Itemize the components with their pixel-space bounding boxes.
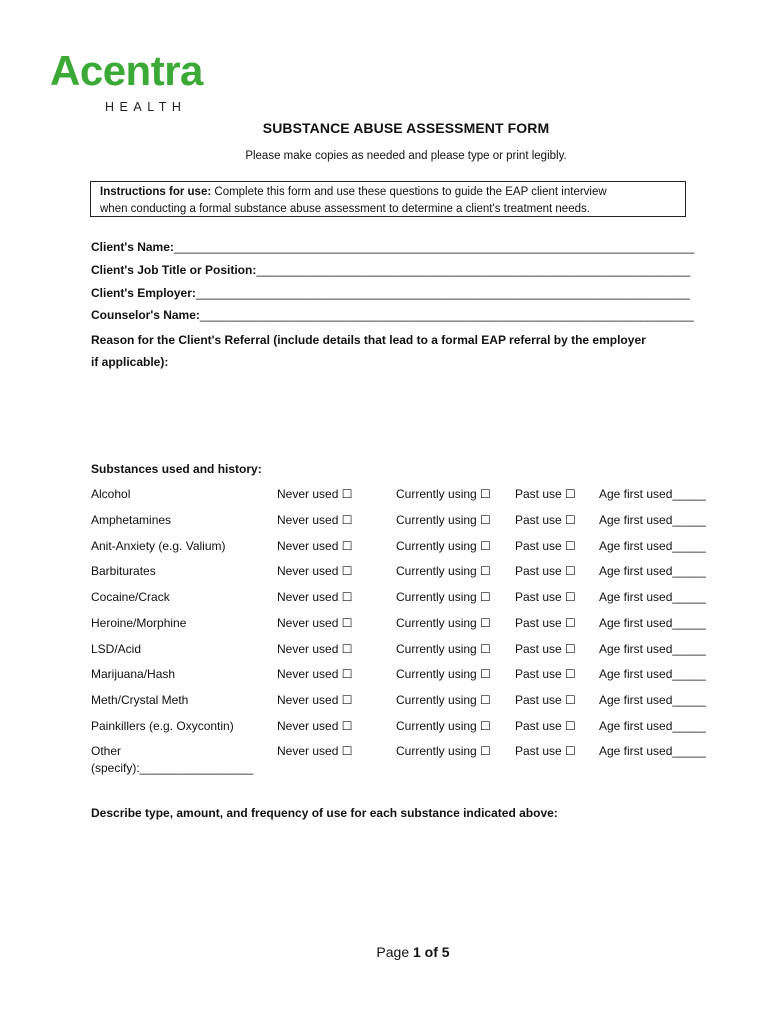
- other-age-first-used-field[interactable]: Age first used_____: [599, 744, 706, 758]
- counselor-field[interactable]: [91, 308, 694, 322]
- never-used-checkbox[interactable]: Never used ☐: [277, 564, 353, 579]
- age-first-used-field[interactable]: Age first used_____: [599, 538, 706, 553]
- currently-using-checkbox[interactable]: Currently using ☐: [396, 641, 491, 656]
- never-used-checkbox[interactable]: Never used ☐: [277, 641, 353, 656]
- svg-text:HEALTH: HEALTH: [105, 100, 187, 114]
- page-count: 1 of 5: [413, 944, 450, 960]
- currently-using-checkbox[interactable]: Currently using ☐: [396, 667, 491, 682]
- other-never-used-checkbox[interactable]: Never used ☐: [277, 744, 353, 758]
- substance-row: [0, 667, 770, 689]
- never-used-checkbox[interactable]: Never used ☐: [277, 615, 353, 630]
- other-label: Other: [91, 744, 122, 758]
- age-first-used-field[interactable]: Age first used_____: [599, 487, 706, 501]
- past-use-checkbox[interactable]: Past use ☐: [515, 590, 576, 604]
- job-title-label: Client's Job Title or Position:: [91, 263, 257, 277]
- substance-row: [0, 642, 770, 664]
- substance-name: Barbiturates: [91, 564, 156, 579]
- job-title-field[interactable]: [91, 263, 690, 277]
- past-use-checkbox[interactable]: Past use ☐: [515, 564, 576, 579]
- never-used-checkbox[interactable]: Never used ☐: [277, 693, 353, 707]
- client-name-field[interactable]: [91, 240, 694, 254]
- referral-reason: [91, 329, 691, 373]
- other-past-use-checkbox[interactable]: Past use ☐: [515, 744, 576, 758]
- substance-row: [0, 487, 770, 509]
- employer-line[interactable]: __________________________________________________________________________: [195, 286, 690, 300]
- substance-row: [0, 616, 770, 638]
- past-use-checkbox[interactable]: Past use ☐: [515, 693, 576, 707]
- describe-usage-prompt: Describe type, amount, and frequency of use for each substance indicated above:: [91, 806, 558, 820]
- never-used-checkbox[interactable]: Never used ☐: [277, 487, 353, 501]
- age-first-used-field[interactable]: Age first used_____: [599, 615, 706, 630]
- referral-reason-line2: if applicable):: [91, 355, 169, 369]
- age-first-used-field[interactable]: Age first used_____: [599, 718, 706, 733]
- age-first-used-field[interactable]: Age first used_____: [599, 590, 706, 604]
- substances-heading: Substances used and history:: [91, 462, 262, 476]
- substance-name: Meth/Crystal Meth: [91, 693, 189, 707]
- page-number: [0, 944, 770, 960]
- age-first-used-field[interactable]: Age first used_____: [599, 693, 706, 707]
- past-use-checkbox[interactable]: Past use ☐: [515, 487, 576, 501]
- instructions-text-1: Complete this form and use these questions to guide the EAP client interview: [211, 186, 607, 198]
- never-used-checkbox[interactable]: Never used ☐: [277, 590, 353, 604]
- counselor-label: Counselor's Name:: [91, 308, 200, 322]
- substance-row: [0, 539, 770, 561]
- substance-name: Amphetamines: [91, 512, 172, 527]
- past-use-checkbox[interactable]: Past use ☐: [515, 667, 576, 682]
- substance-name: Heroine/Morphine: [91, 615, 187, 630]
- age-first-used-field[interactable]: Age first used_____: [599, 512, 706, 527]
- substance-name: LSD/Acid: [91, 641, 142, 656]
- other-options-row: [0, 744, 770, 766]
- job-title-line[interactable]: _________________________________________________________________: [256, 263, 691, 277]
- substance-name: Alcohol: [91, 487, 131, 501]
- never-used-checkbox[interactable]: Never used ☐: [277, 538, 353, 553]
- never-used-checkbox[interactable]: Never used ☐: [277, 718, 353, 733]
- age-first-used-field[interactable]: Age first used_____: [599, 667, 706, 682]
- acentra-health-logo: [50, 48, 250, 118]
- past-use-checkbox[interactable]: Past use ☐: [515, 538, 576, 553]
- currently-using-checkbox[interactable]: Currently using ☐: [396, 538, 491, 553]
- past-use-checkbox[interactable]: Past use ☐: [515, 615, 576, 630]
- currently-using-checkbox[interactable]: Currently using ☐: [396, 487, 491, 501]
- client-name-line[interactable]: ______________________________________________________________________________: [173, 240, 695, 254]
- counselor-line[interactable]: __________________________________________________________________________: [199, 308, 694, 322]
- never-used-checkbox[interactable]: Never used ☐: [277, 512, 353, 527]
- currently-using-checkbox[interactable]: Currently using ☐: [396, 718, 491, 733]
- currently-using-checkbox[interactable]: Currently using ☐: [396, 693, 491, 707]
- instructions-label: Instructions for use:: [100, 186, 212, 198]
- substance-row: [0, 564, 770, 586]
- substance-row: [0, 590, 770, 612]
- form-title: SUBSTANCE ABUSE ASSESSMENT FORM: [262, 120, 550, 136]
- substance-row: [0, 719, 770, 741]
- past-use-checkbox[interactable]: Past use ☐: [515, 718, 576, 733]
- svg-text:Acentra: Acentra: [50, 48, 203, 94]
- substance-row: [0, 513, 770, 535]
- employer-label: Client's Employer:: [91, 286, 196, 300]
- substance-name: Anit-Anxiety (e.g. Valium): [91, 538, 226, 553]
- age-first-used-field[interactable]: Age first used_____: [599, 564, 706, 579]
- substance-name: Painkillers (e.g. Oxycontin): [91, 718, 234, 733]
- substance-name: Cocaine/Crack: [91, 590, 170, 604]
- form-subtitle: Please make copies as needed and please type or print legibly.: [245, 150, 567, 162]
- page-word: Page: [376, 944, 413, 960]
- past-use-checkbox[interactable]: Past use ☐: [515, 512, 576, 527]
- referral-reason-line1: Reason for the Client's Referral (include details that lead to a formal EAP referral by the employer: [91, 333, 646, 347]
- age-first-used-field[interactable]: Age first used_____: [599, 641, 706, 656]
- currently-using-checkbox[interactable]: Currently using ☐: [396, 512, 491, 527]
- currently-using-checkbox[interactable]: Currently using ☐: [396, 564, 491, 579]
- client-name-label: Client's Name:: [91, 240, 174, 254]
- other-specify-line[interactable]: (specify):_________________: [91, 761, 254, 775]
- never-used-checkbox[interactable]: Never used ☐: [277, 667, 353, 682]
- employer-field[interactable]: [91, 286, 690, 300]
- currently-using-checkbox[interactable]: Currently using ☐: [396, 615, 491, 630]
- substance-name: Marijuana/Hash: [91, 667, 176, 682]
- other-currently-using-checkbox[interactable]: Currently using ☐: [396, 744, 491, 758]
- past-use-checkbox[interactable]: Past use ☐: [515, 641, 576, 656]
- instructions-text-2: when conducting a formal substance abuse assessment to determine a client's treatment needs.: [100, 203, 590, 215]
- currently-using-checkbox[interactable]: Currently using ☐: [396, 590, 491, 604]
- instructions-box: [90, 181, 686, 217]
- substance-row: [0, 693, 770, 715]
